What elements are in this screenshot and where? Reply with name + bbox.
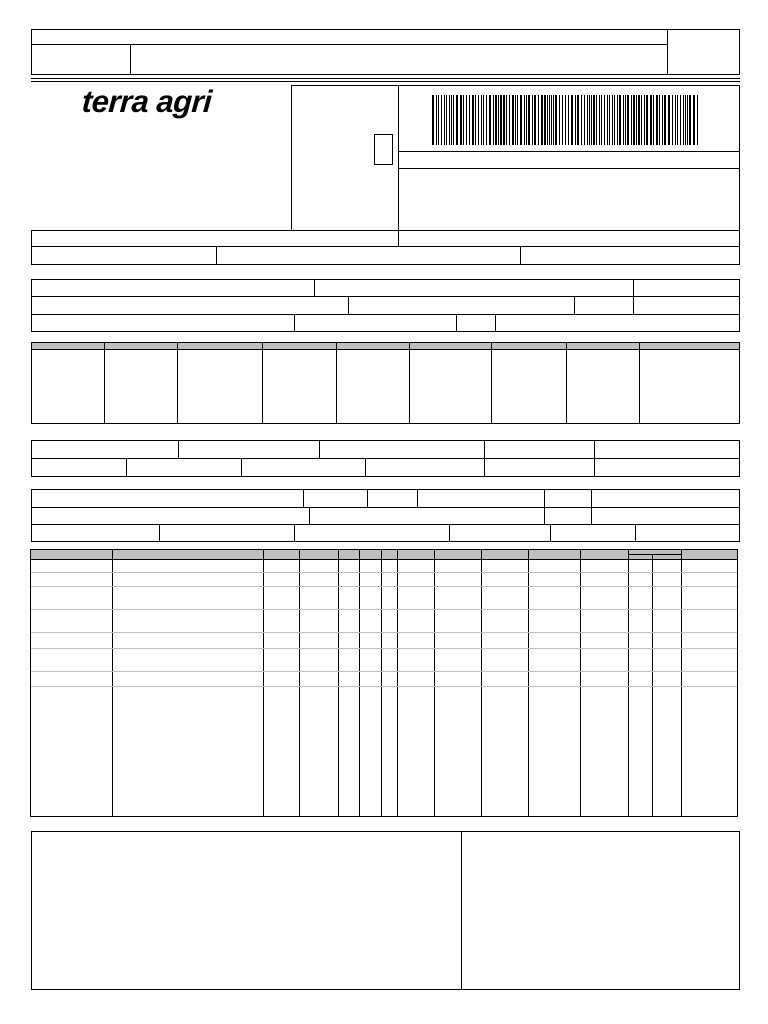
tax-calculation-divider <box>484 440 485 477</box>
transport-divider <box>294 524 295 542</box>
transport-divider <box>159 524 160 542</box>
barcode-bar <box>683 95 684 145</box>
barcode-bar <box>538 95 539 145</box>
barcode-bar <box>493 95 494 145</box>
separator-line <box>31 78 740 79</box>
barcode-bar <box>444 95 445 145</box>
operation-nature-box <box>31 230 740 265</box>
barcode-bar <box>650 95 652 145</box>
barcode-bar <box>596 95 597 145</box>
barcode-bar <box>503 95 505 145</box>
barcode-bar <box>599 95 600 145</box>
company-logo: terra agri <box>80 84 213 119</box>
products-table-column <box>580 549 581 817</box>
tax-calculation-divider <box>319 440 320 458</box>
barcode-bar <box>575 95 576 145</box>
barcode-bar <box>481 95 482 145</box>
tax-calculation-divider <box>178 440 179 458</box>
barcode-bar <box>631 95 632 145</box>
products-table-column <box>359 549 360 817</box>
barcode-bar <box>662 95 663 145</box>
products-table-row <box>31 586 737 587</box>
barcode-bar <box>609 95 610 145</box>
operation-nature-divider <box>398 230 399 246</box>
barcode-bar <box>441 95 442 145</box>
tax-calculation-divider <box>126 458 127 477</box>
top-header-divider <box>667 29 668 75</box>
barcode-bar <box>565 95 566 145</box>
barcode-bar <box>617 95 618 145</box>
barcode-bar <box>581 95 582 145</box>
barcode-bar <box>638 95 640 145</box>
barcode-bar <box>612 95 613 145</box>
products-table-row <box>31 671 737 672</box>
entry-exit-indicator-box <box>374 134 393 165</box>
operation-nature-row-line <box>31 246 740 247</box>
access-key-row-line <box>398 151 740 152</box>
products-table-column <box>338 549 339 817</box>
barcode-bar <box>584 95 585 145</box>
recipient-divider <box>633 279 634 296</box>
barcode-bar <box>656 95 658 145</box>
barcode-bar <box>453 95 454 145</box>
transport-divider <box>417 489 418 507</box>
transport-row-line <box>31 524 740 525</box>
barcode-bar <box>526 95 527 145</box>
products-table-subheader-line <box>628 554 682 555</box>
barcode-bar <box>685 95 686 145</box>
barcode-bar <box>659 95 660 145</box>
barcode-bar <box>500 95 502 145</box>
invoices-table-column <box>639 342 640 424</box>
recipient-divider <box>348 296 349 314</box>
barcode-bar <box>577 95 579 145</box>
barcode-bar <box>544 95 546 145</box>
operation-nature-divider <box>520 246 521 265</box>
products-table-row <box>31 632 737 633</box>
tax-calculation-divider <box>241 458 242 477</box>
products-table-column <box>628 549 629 817</box>
barcode-bar <box>547 95 548 145</box>
products-table-column <box>434 549 435 817</box>
transport-divider <box>550 524 551 542</box>
barcode-bar <box>498 95 499 145</box>
barcode-bar <box>680 95 681 145</box>
barcode <box>430 95 702 145</box>
transport-divider <box>449 524 450 542</box>
recipient-divider <box>294 314 295 332</box>
invoices-table-column <box>177 342 178 424</box>
barcode-bar <box>601 95 602 145</box>
barcode-bar <box>512 95 514 145</box>
barcode-bar <box>693 95 695 145</box>
barcode-bar <box>506 95 507 145</box>
barcode-bar <box>668 95 670 145</box>
recipient-divider <box>633 296 634 314</box>
invoices-table-column <box>104 342 105 424</box>
barcode-bar <box>472 95 474 145</box>
barcode-bar <box>571 95 573 145</box>
invoices-table-column <box>566 342 567 424</box>
barcode-bar <box>541 95 543 145</box>
separator-line <box>31 81 740 82</box>
barcode-bar <box>587 95 588 145</box>
barcode-bar <box>589 95 590 145</box>
products-table-column <box>299 549 300 817</box>
barcode-bar <box>689 95 691 145</box>
barcode-bar <box>509 95 510 145</box>
barcode-bar <box>604 95 605 145</box>
barcode-bar <box>677 95 678 145</box>
recipient-row-line <box>31 314 740 315</box>
barcode-bar <box>466 95 467 145</box>
barcode-bar <box>623 95 624 145</box>
barcode-bar <box>451 95 452 145</box>
barcode-bar <box>486 95 487 145</box>
top-header-box <box>31 29 740 75</box>
barcode-bar <box>432 95 434 145</box>
barcode-bar <box>636 95 637 145</box>
recipient-divider <box>456 314 457 332</box>
barcode-bar <box>446 95 447 145</box>
invoices-table-column <box>409 342 410 424</box>
barcode-bar <box>551 95 552 145</box>
transport-divider <box>544 489 545 524</box>
barcode-bar <box>664 95 666 145</box>
barcode-bar <box>641 95 642 145</box>
barcode-bar <box>607 95 608 145</box>
barcode-bar <box>532 95 533 145</box>
barcode-bar <box>568 95 569 145</box>
barcode-bar <box>517 95 518 145</box>
products-table-column <box>112 549 113 817</box>
barcode-bar <box>515 95 516 145</box>
top-header-divider <box>130 44 131 75</box>
products-table-row <box>31 686 737 687</box>
barcode-bar <box>463 95 464 145</box>
barcode-bar <box>555 95 557 145</box>
barcode-bar <box>534 95 536 145</box>
recipient-divider <box>495 314 496 332</box>
recipient-divider <box>574 296 575 314</box>
barcode-bar <box>646 95 648 145</box>
tax-calculation-divider <box>594 440 595 477</box>
barcode-bar <box>614 95 615 145</box>
transport-divider <box>367 489 368 507</box>
tax-calculation-divider <box>365 458 366 477</box>
invoices-table-column <box>491 342 492 424</box>
products-table-column <box>681 549 682 817</box>
barcode-bar <box>524 95 525 145</box>
barcode-bar <box>469 95 470 145</box>
products-table-column <box>481 549 482 817</box>
barcode-bar <box>528 95 530 145</box>
products-table-row <box>31 609 737 610</box>
transport-row-line <box>31 507 740 508</box>
barcode-bar <box>495 95 497 145</box>
barcode-bar <box>553 95 554 145</box>
products-table-header <box>31 550 737 560</box>
barcode-bar <box>478 95 479 145</box>
barcode-bar <box>625 95 626 145</box>
products-table-column <box>528 549 529 817</box>
barcode-bar <box>644 95 645 145</box>
invoices-table <box>31 342 740 424</box>
transport-divider <box>309 507 310 524</box>
barcode-bar <box>483 95 484 145</box>
invoices-table-header <box>32 343 739 350</box>
transport-divider <box>303 489 304 507</box>
products-table-column <box>397 549 398 817</box>
barcode-bar <box>559 95 560 145</box>
transport-divider <box>635 524 636 542</box>
barcode-bar <box>687 95 688 145</box>
barcode-bar <box>593 95 595 145</box>
top-header-row-line <box>31 44 668 45</box>
invoices-table-column <box>336 342 337 424</box>
barcode-bar <box>619 95 621 145</box>
products-table <box>30 549 738 817</box>
barcode-bar <box>633 95 635 145</box>
barcode-bar <box>549 95 550 145</box>
barcode-bar <box>475 95 476 145</box>
products-table-row <box>31 572 737 573</box>
barcode-bar <box>460 95 462 145</box>
barcode-bar <box>489 95 491 145</box>
transport-box <box>31 489 740 542</box>
barcode-bar <box>653 95 654 145</box>
tax-calculation-row-line <box>31 458 740 459</box>
barcode-bar <box>449 95 450 145</box>
barcode-bar <box>438 95 439 145</box>
barcode-bar <box>697 95 698 145</box>
products-table-column <box>381 549 382 817</box>
operation-nature-divider <box>216 246 217 265</box>
recipient-divider <box>314 279 315 296</box>
transport-divider <box>591 489 592 524</box>
invoices-table-column <box>262 342 263 424</box>
additional-data-box <box>31 831 740 990</box>
barcode-bar <box>591 95 592 145</box>
access-key-row-line <box>398 168 740 169</box>
barcode-bar <box>562 95 563 145</box>
barcode-bar <box>627 95 629 145</box>
barcode-bar <box>456 95 458 145</box>
barcode-bar <box>675 95 676 145</box>
barcode-bar <box>520 95 522 145</box>
barcode-bar <box>436 95 437 145</box>
products-table-column <box>263 549 264 817</box>
barcode-bar <box>672 95 673 145</box>
products-table-row <box>31 648 737 649</box>
additional-data-divider <box>461 831 462 990</box>
